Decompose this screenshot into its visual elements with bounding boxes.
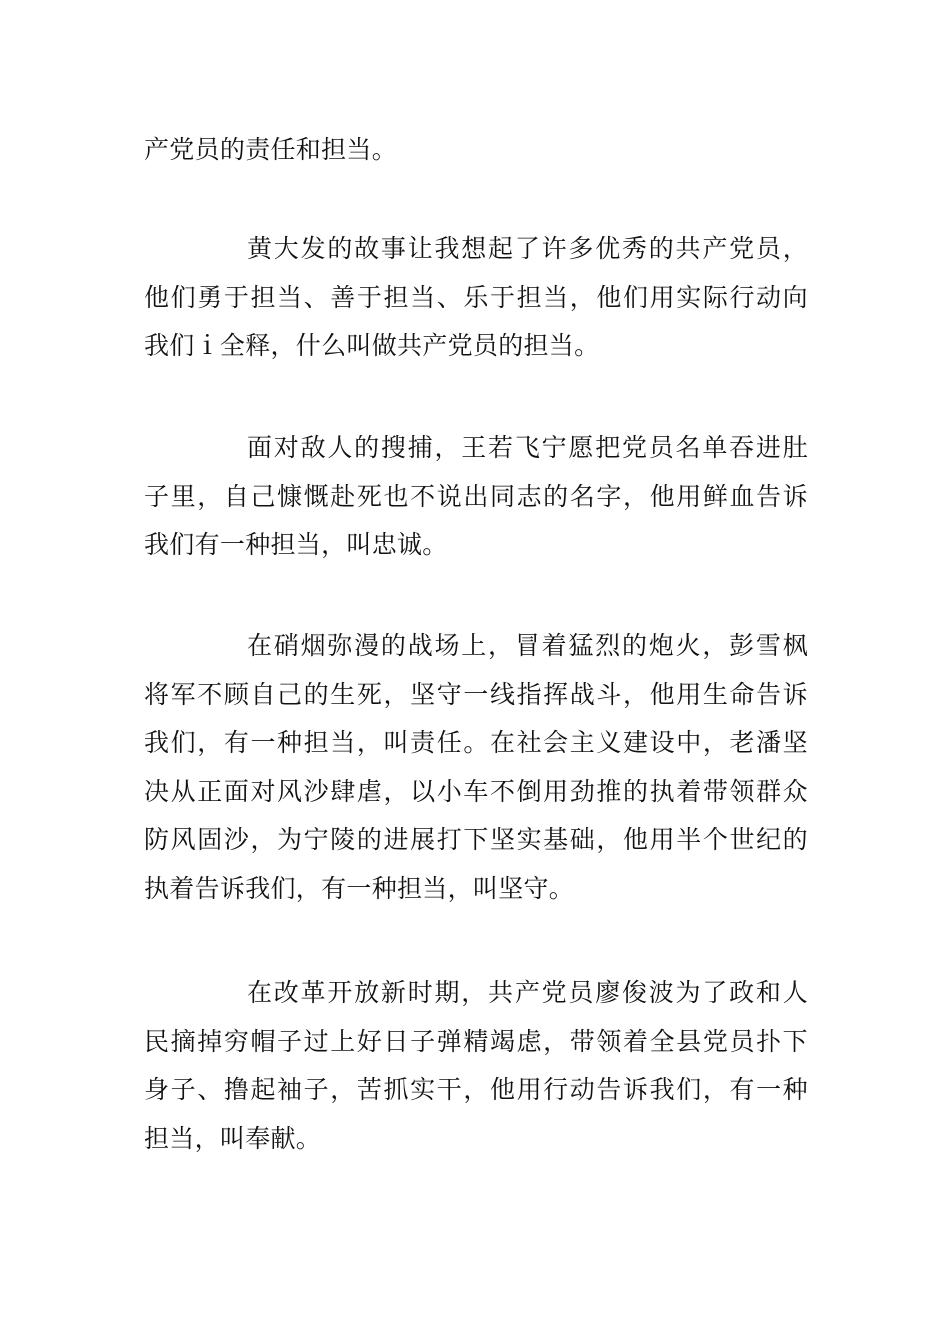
paragraph-huang-dafa: [144, 225, 808, 371]
text-line: 他们勇于担当、善于担当、乐于担当，他们用实际行动向: [144, 282, 808, 312]
text-line: 将军不顾自己的生死，坚守一线指挥战斗，他用生命告诉: [144, 679, 808, 709]
text-line: 决从正面对风沙肆虐，以小车不倒用劲推的执着带领群众: [144, 776, 808, 806]
paragraph-peng-xuefeng: [144, 622, 808, 914]
text-line: 我们，有一种担当，叫责任。在社会主义建设中，老潘坚: [144, 728, 808, 758]
paragraph-wang-ruofei: [144, 424, 808, 570]
text-line: 面对敌人的搜捕，王若飞宁愿把党员名单吞进肚: [247, 433, 808, 462]
text-line: 我们有一种担当，叫忠诚。: [144, 530, 448, 560]
text-line: 执着告诉我们，有一种担当，叫坚守。: [144, 873, 575, 903]
text-line: 产党员的责任和担当。: [144, 135, 398, 164]
text-line: 防风固沙，为宁陵的进展打下坚实基础，他用半个世纪的: [144, 825, 808, 855]
text-line: 我们ｉ全释，什么叫做共产党员的担当。: [144, 331, 600, 361]
text-line: 民摘掉穷帽子过上好日子弹精竭虑，带领着全县党员扑下: [144, 1026, 808, 1056]
paragraph-continuation: [144, 126, 808, 175]
paragraph-liao-junbo: [144, 969, 808, 1163]
text-line: 在改革开放新时期，共产党员廖俊波为了政和人: [247, 978, 808, 1007]
text-line: 身子、撸起袖子，苦抓实干，他用行动告诉我们，有一种: [144, 1075, 808, 1105]
text-line: 子里，自己慷慨赴死也不说出同志的名字，他用鲜血告诉: [144, 481, 808, 511]
text-line: 担当，叫奉献。: [144, 1123, 322, 1153]
text-line: 在硝烟弥漫的战场上，冒着猛烈的炮火，彭雪枫: [247, 631, 808, 660]
text-line: 黄大发的故事让我想起了许多优秀的共产党员，: [247, 234, 808, 263]
